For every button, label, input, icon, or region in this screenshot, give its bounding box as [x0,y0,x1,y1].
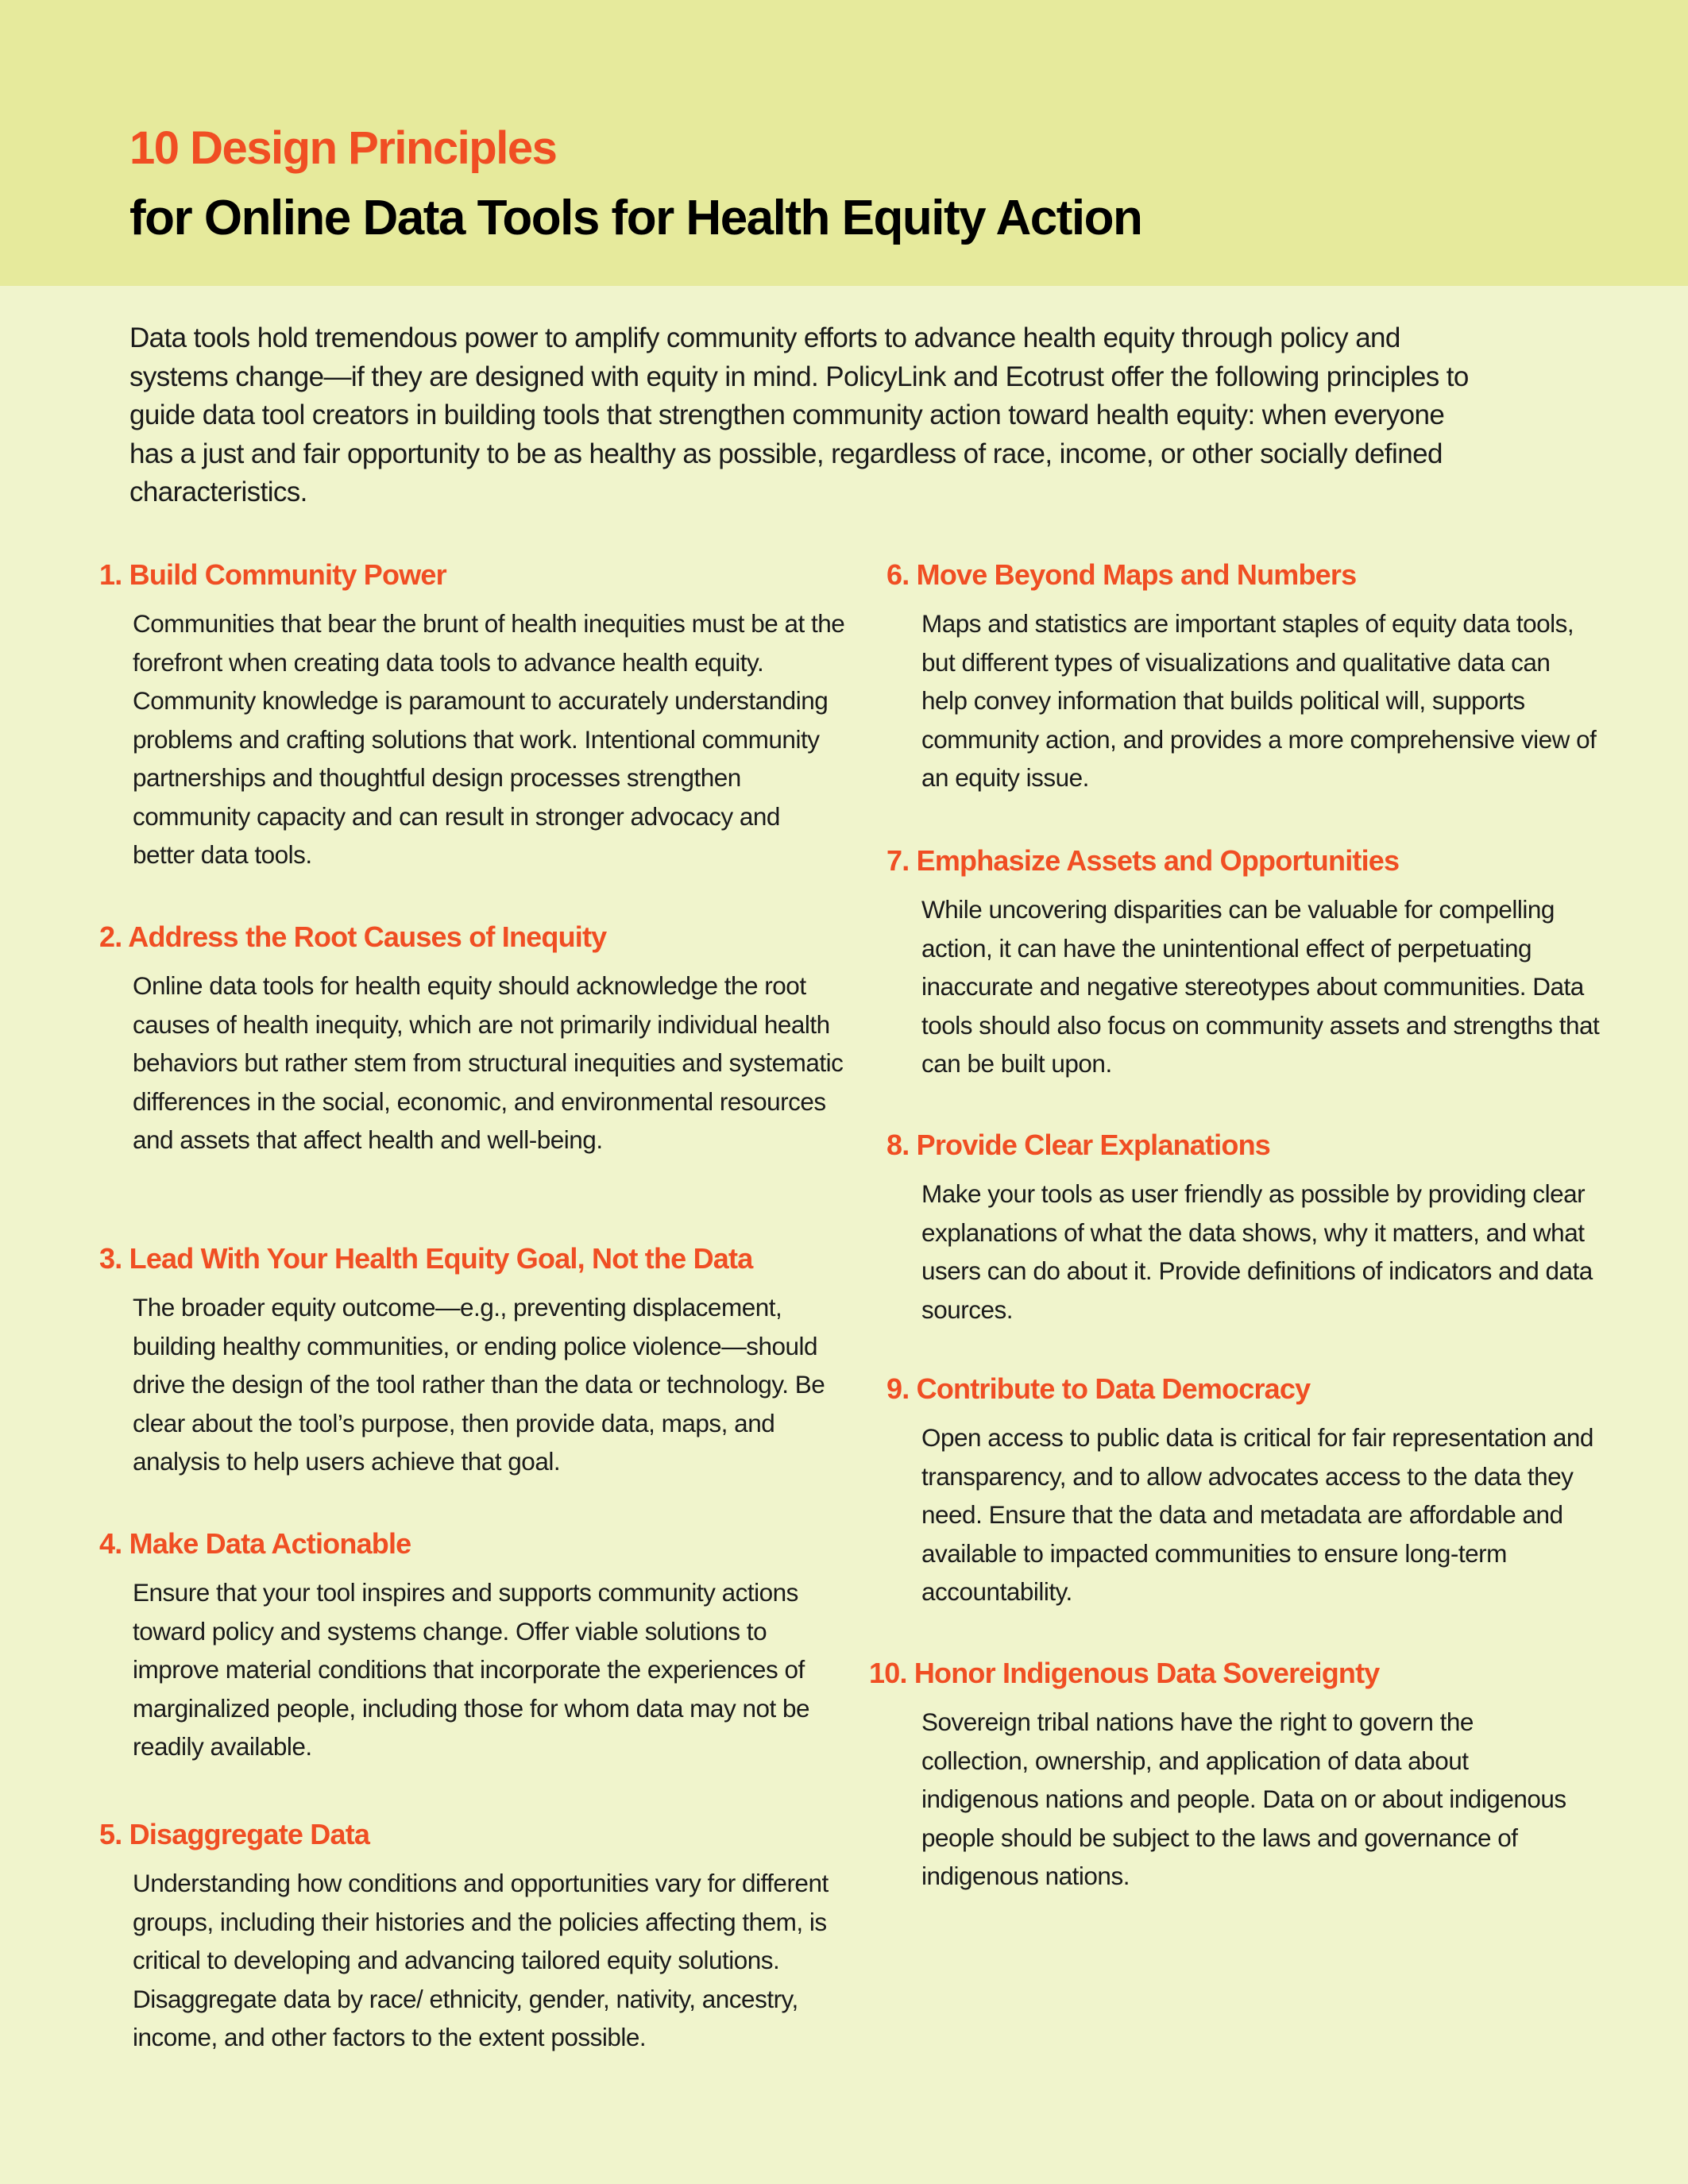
principle-2 [99,920,846,1160]
principle-heading: 4. Make Data Actionable [99,1527,411,1560]
principle-heading: 10. Honor Indigenous Data Sovereignty [869,1657,1380,1689]
principle-body: Sovereign tribal nations have the right to govern the collection, ownership, and application of data about indigenous nations and people. Data on or about indigenous people should be subject to the laws and governance of indigenous nations. [921,1707,1566,1890]
principle-heading: 2. Address the Root Causes of Inequity [99,920,607,953]
intro-paragraph: Data tools hold tremendous power to amplify community efforts to advance health equity through policy and systems change—if they are designed with equity in mind. PolicyLink and Ecotrust offer the following principles to guide data tool creators in building tools that strengthen community action toward health equity: when everyone has a just and fair opportunity to be as healthy as possible, regardless of race, income, or other socially defined characteristics. [129,322,1469,507]
principle-heading: 7. Emphasize Assets and Opportunities [886,844,1400,877]
principle-heading: 3. Lead With Your Health Equity Goal, Not the Data [99,1242,753,1275]
principle-heading: 1. Build Community Power [99,558,446,591]
principle-heading: 6. Move Beyond Maps and Numbers [886,558,1357,591]
principle-1 [99,558,846,874]
principle-body: The broader equity outcome—e.g., preventing displacement, building healthy communities, or ending police violence—should drive the design of the tool rather than the data or technology. Be clear about the tool’s purpose, then provide data, maps, and analysis to help users achieve that goal. [133,1293,825,1476]
header-band [0,0,1688,286]
principle-heading: 8. Provide Clear Explanations [886,1129,1270,1161]
principle-heading: 9. Contribute to Data Democracy [886,1372,1311,1405]
principle-body: Ensure that your tool inspires and supports community actions toward policy and systems change. Offer viable solutions to improve material conditions that incorporate the experiences of marginalized people, including those for whom data may not be readily available. [133,1578,810,1761]
principle-body: While uncovering disparities can be valuable for compelling action, it can have the unintentional effect of perpetuating inaccurate and negative stereotypes about communities. Data tools should also focus on community assets and strengths that can be built upon. [921,895,1600,1078]
principle-body: Understanding how conditions and opportunities vary for different groups, including their histories and the policies affecting them, is critical to developing and advancing tailored equity solutions. Disaggregate data by race/ ethnicity, gender, nativity, ancestry, income, and other factors to the extent possible. [133,1869,829,2051]
principle-body: Open access to public data is critical for fair representation and transparency, and to allow advocates access to the data they need. Ensure that the data and metadata are affordable and available to impacted communities to ensure long-term accountability. [921,1423,1593,1606]
title-principles: 10 Design Principles [129,122,557,174]
principle-heading: 5. Disaggregate Data [99,1818,370,1850]
principle-5 [99,1820,846,2057]
title-subtitle: for Online Data Tools for Health Equity Action [129,191,1142,245]
principle-7 [886,844,1601,1083]
principle-8 [886,1131,1601,1329]
principle-10 [869,1659,1584,1896]
principle-4 [99,1527,846,1766]
principle-body: Online data tools for health equity should acknowledge the root causes of health inequity, which are not primarily individual health behaviors but rather stem from structural inequities and systematic differences in the social, economic, and environmental resources and assets that affect health and well-being. [133,971,844,1154]
principle-6 [886,558,1601,797]
principle-body: Make your tools as user friendly as possible by providing clear explanations of what the data shows, why it matters, and what users can do about it. Provide definitions of indicators and data sources. [921,1179,1593,1324]
principle-3 [99,1244,846,1481]
principle-9 [886,1372,1601,1611]
principle-body: Maps and statistics are important staples of equity data tools, but different types of visualizations and qualitative data can help convey information that builds political will, supports community action, and provides a more comprehensive view of an equity issue. [921,609,1597,792]
principle-body: Communities that bear the brunt of health inequities must be at the forefront when creating data tools to advance health equity. Community knowledge is paramount to accurately understanding problems and crafting solutions that work. Intentional community partnerships and thoughtful design processes strengthen community capacity and can result in stronger advocacy and better data tools. [133,609,845,869]
